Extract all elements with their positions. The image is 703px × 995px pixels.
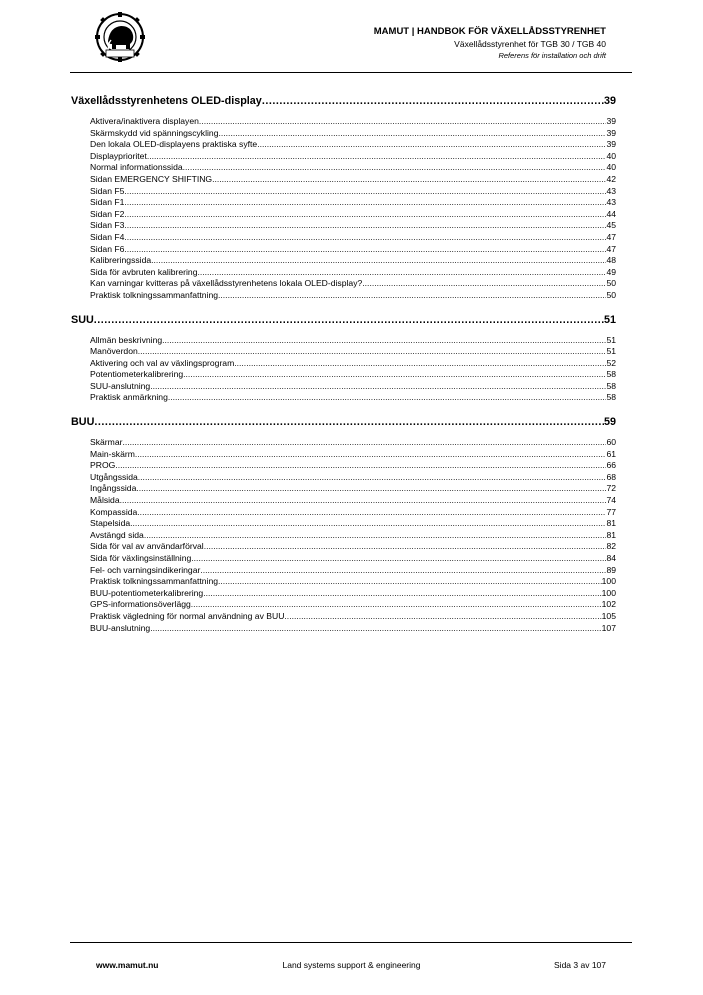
toc-entry[interactable]: Utgångssida ..... 68 — [71, 472, 616, 484]
toc-entry[interactable]: Sidan F5 ..... 43 — [71, 186, 616, 198]
toc-entry[interactable]: Potentiometerkalibrering ..... 58 — [71, 369, 616, 381]
toc-entry[interactable]: Sida för avbruten kalibrering ..... 49 — [71, 267, 616, 279]
mamut-logo — [94, 11, 146, 63]
toc-entry[interactable]: Praktisk tolkningssammanfattning ..... 50 — [71, 290, 616, 302]
toc-entry[interactable]: Sida för växlingsinställning ..... 84 — [71, 553, 616, 565]
table-of-contents — [71, 93, 616, 634]
toc-entry[interactable]: Sidan F2 ..... 44 — [71, 209, 616, 221]
document-reference: Referens för installation och drift — [498, 51, 606, 60]
toc-entry[interactable]: BUU-anslutning ..... 107 — [71, 623, 616, 635]
toc-entry[interactable]: Avstängd sida ..... 81 — [71, 530, 616, 542]
toc-heading[interactable]: Växellådsstyrenhetens OLED-display ..... 39 — [71, 93, 616, 109]
toc-entry[interactable]: Ingångssida ..... 72 — [71, 483, 616, 495]
toc-entry[interactable]: Kan varningar kvitteras på växellådsstyrenhetens lokala OLED-display? ..... 50 — [71, 278, 616, 290]
toc-entry[interactable]: GPS-informationsöverlägg ..... 102 — [71, 599, 616, 611]
toc-entry[interactable]: Sida för val av användarförval ..... 82 — [71, 541, 616, 553]
toc-heading[interactable]: SUU ..... 51 — [71, 312, 616, 328]
footer-tagline: Land systems support & engineering — [282, 960, 421, 970]
document-header — [374, 26, 606, 62]
toc-entry[interactable]: Fel- och varningsindikeringar ..... 89 — [71, 565, 616, 577]
toc-entry[interactable]: Sidan EMERGENCY SHIFTING ..... 42 — [71, 174, 616, 186]
footer-page-number: Sida 3 av 107 — [554, 960, 606, 970]
toc-entry[interactable]: Sidan F3 ..... 45 — [71, 220, 616, 232]
toc-entry[interactable]: Manöverdon ..... 51 — [71, 346, 616, 358]
toc-entry[interactable]: Skärmar ..... 60 — [71, 437, 616, 449]
toc-entry[interactable]: Skärmskydd vid spänningscykling ..... 39 — [71, 128, 616, 140]
toc-entry[interactable]: Målsida ..... 74 — [71, 495, 616, 507]
toc-entry[interactable]: Praktisk vägledning för normal användning av BUU ..... 105 — [71, 611, 616, 623]
footer-website[interactable]: www.mamut.nu — [96, 960, 159, 970]
toc-entry[interactable]: Aktivering och val av växlingsprogram ..... 52 — [71, 358, 616, 370]
toc-entry[interactable]: Den lokala OLED-displayens praktiska syfte ..... 39 — [71, 139, 616, 151]
document-title: MAMUT | HANDBOK FÖR VÄXELLÅDSSTYRENHET — [373, 26, 606, 37]
toc-entry[interactable]: Allmän beskrivning ..... 51 — [71, 335, 616, 347]
toc-entry[interactable]: Kalibreringssida ..... 48 — [71, 255, 616, 267]
toc-entry[interactable]: PROG ..... 66 — [71, 460, 616, 472]
toc-entry[interactable]: Aktivera/inaktivera displayen ..... 39 — [71, 116, 616, 128]
toc-entry[interactable]: Sidan F4 ..... 47 — [71, 232, 616, 244]
toc-entry[interactable]: Displayprioritet ..... 40 — [71, 151, 616, 163]
toc-section-oled — [71, 93, 616, 302]
toc-section-buu — [71, 414, 616, 634]
toc-entry[interactable]: Kompassida ..... 77 — [71, 507, 616, 519]
toc-entry[interactable]: Praktisk anmärkning ..... 58 — [71, 392, 616, 404]
footer-divider — [70, 942, 632, 943]
document-subtitle: Växellådsstyrenhet för TGB 30 / TGB 40 — [454, 39, 606, 49]
toc-entry[interactable]: Sidan F6 ..... 47 — [71, 244, 616, 256]
header-divider — [70, 72, 632, 73]
toc-entry[interactable]: Sidan F1 ..... 43 — [71, 197, 616, 209]
toc-entry[interactable]: Praktisk tolkningssammanfattning ..... 100 — [71, 576, 616, 588]
toc-heading[interactable]: BUU ..... 59 — [71, 414, 616, 430]
toc-entry[interactable]: Main-skärm ..... 61 — [71, 449, 616, 461]
toc-section-suu — [71, 312, 616, 405]
toc-entry[interactable]: Normal informationssida ..... 40 — [71, 162, 616, 174]
toc-entry[interactable]: BUU-potentiometerkalibrering ..... 100 — [71, 588, 616, 600]
toc-entry[interactable]: Stapelsida ..... 81 — [71, 518, 616, 530]
toc-entry[interactable]: SUU-anslutning ..... 58 — [71, 381, 616, 393]
